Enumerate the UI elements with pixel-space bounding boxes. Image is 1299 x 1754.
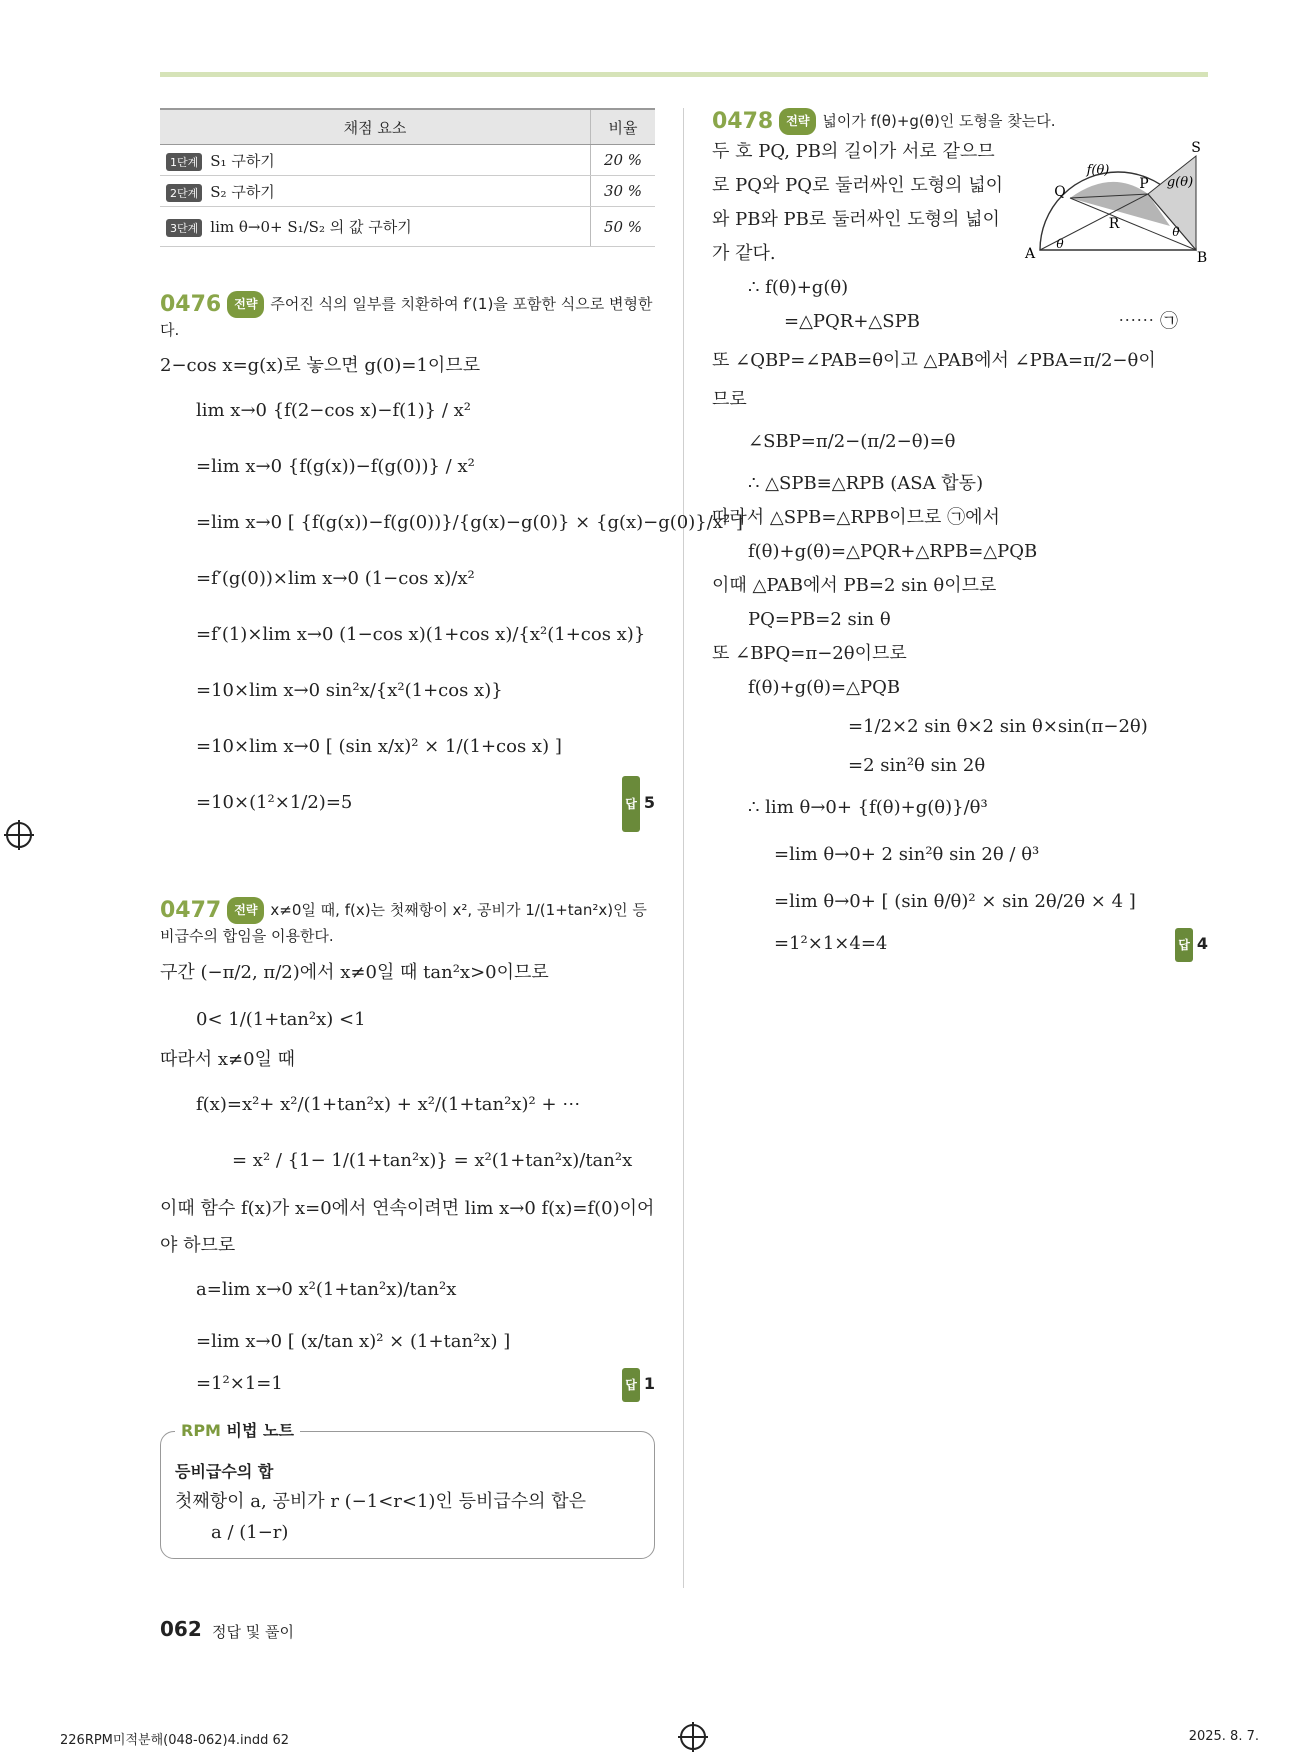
solution-line: =10×lim x→0 sin²x/{x²(1+cos x)} [196, 680, 503, 701]
solution-line: =2 sin²θ sin 2θ [848, 755, 986, 776]
answer [622, 1367, 655, 1402]
slug-date: 2025. 8. 7. [1188, 1729, 1259, 1744]
footer-label: 정답 및 풀이 [212, 1623, 294, 1641]
problem-number: 0476 [160, 292, 222, 317]
table-header-ratio: 비율 [591, 109, 656, 145]
solution-line: ∴ lim θ→0+ {f(θ)+g(θ)}/θ³ [748, 797, 988, 818]
strategy-badge: 전략 [227, 291, 264, 318]
strategy-badge: 전략 [227, 897, 264, 924]
step-badge: 3단계 [166, 219, 202, 237]
label-theta-b: θ [1172, 225, 1180, 239]
solution-line: 또 ∠BPQ=π−2θ이므로 [712, 643, 907, 664]
strategy-badge: 전략 [779, 108, 816, 135]
solution-text: =△PQR+△SPB [784, 311, 920, 332]
step-desc: S₁ 구하기 [210, 151, 275, 170]
table-row [160, 145, 655, 176]
solution-line: f(θ)+g(θ)=△PQB [748, 677, 901, 698]
solution-line: =lim x→0 {f(g(x))−f(g(0))} / x² [196, 456, 475, 477]
solution-final: =10×(1²×1/2)=5 [196, 792, 353, 813]
rpm-secret-note [160, 1421, 655, 1559]
step-desc: S₂ 구하기 [210, 182, 275, 201]
solution-line: 또 ∠QBP=∠PAB=θ이고 △PAB에서 ∠PBA=π/2−θ이 [712, 350, 1156, 371]
step-badge: 2단계 [166, 184, 202, 202]
note-text: 첫째항이 a, 공비가 r (−1<r<1)인 등비급수의 합은 [175, 1491, 587, 1512]
step-ratio: 20 % [591, 145, 656, 176]
solution-line: =lim θ→0+ 2 sin²θ sin 2θ / θ³ [774, 844, 1040, 865]
registration-mark-icon [6, 822, 32, 848]
scoring-table [160, 108, 655, 247]
label-r: R [1108, 216, 1120, 232]
label-f-theta: f(θ) [1086, 163, 1110, 178]
label-q: Q [1054, 184, 1066, 200]
label-a: A [1024, 246, 1036, 262]
solution-line: =lim x→0 [ {f(g(x))−f(g(0))}/{g(x)−g(0)} × {g(x)−g(0)}/x² ] [196, 512, 743, 533]
top-rule [160, 72, 1208, 77]
problem-0476 [160, 291, 743, 831]
solution-line: =lim θ→0+ [ (sin θ/θ)² × sin 2θ/2θ × 4 ] [774, 891, 1136, 912]
step-badge: 1단계 [166, 153, 202, 171]
answer-value: 5 [643, 793, 655, 812]
label-g-theta: g(θ) [1166, 175, 1194, 190]
answer-badge: 답 [622, 776, 640, 832]
solution-line: 므로 [712, 389, 747, 410]
solution-line: =f′(g(0))×lim x→0 (1−cos x)/x² [196, 568, 475, 589]
note-tab [175, 1418, 300, 1441]
solution-final: =1²×1=1 [196, 1373, 283, 1394]
step-desc: lim θ→0+ S₁/S₂ 의 값 구하기 [210, 218, 412, 236]
solution-line: 따라서 △SPB=△RPB이므로 ㉠에서 [712, 507, 1000, 528]
page-number: 062 [160, 1617, 202, 1641]
table-row [160, 207, 655, 247]
label-s: S [1191, 140, 1201, 156]
answer-badge: 답 [1175, 928, 1193, 962]
label-theta-a: θ [1056, 237, 1064, 251]
column-divider [683, 108, 684, 1588]
problem-number: 0478 [712, 109, 774, 134]
solution-line: ∴ f(θ)+g(θ) [748, 277, 849, 298]
solution-line: ∴ △SPB≡△RPB (ASA 합동) [748, 473, 984, 494]
solution-line [160, 1367, 655, 1401]
problem-hint: 넓이가 f(θ)+g(θ)인 도형을 찾는다. [822, 112, 1056, 130]
solution-line: 로 PQ와 PQ로 둘러싸인 도형의 넓이 [712, 175, 1003, 196]
semicircle-diagram [1020, 138, 1208, 268]
solution-line: 이때 함수 f(x)가 x=0에서 연속이려면 lim x→0 f(x)=f(0)이어 [160, 1198, 655, 1219]
solution-line: = x² / {1− 1/(1+tan²x)} = x²(1+tan²x)/tan²x [232, 1150, 633, 1171]
solution-line: 2−cos x=g(x)로 놓으면 g(0)=1이므로 [160, 355, 481, 376]
answer-value: 4 [1196, 934, 1208, 953]
solution-line: 이때 △PAB에서 PB=2 sin θ이므로 [712, 575, 997, 596]
answer-badge: 답 [622, 1368, 640, 1402]
step-ratio: 50 % [591, 207, 656, 247]
solution-line: =10×lim x→0 [ (sin x/x)² × 1/(1+cos x) ] [196, 736, 562, 757]
step-ratio: 30 % [591, 176, 656, 207]
solution-line: lim x→0 {f(2−cos x)−f(1)} / x² [196, 400, 472, 421]
answer-value: 1 [643, 1374, 655, 1393]
solution-line [160, 775, 655, 831]
intro-block [712, 135, 1012, 271]
note-title: 등비급수의 합 [175, 1462, 274, 1481]
problem-number: 0477 [160, 898, 222, 923]
table-header-element: 채점 요소 [160, 109, 591, 145]
problem-hint: 주어진 식의 일부를 치환하여 f′(1)을 포함한 식으로 변형한다. [160, 295, 653, 339]
solution-line: f(θ)+g(θ)=△PQR+△RPB=△PQB [748, 541, 1038, 562]
solution-line: 가 같다. [712, 243, 776, 264]
label-p: P [1139, 176, 1149, 192]
table-row [160, 176, 655, 207]
solution-line: ∠SBP=π/2−(π/2−θ)=θ [748, 431, 956, 452]
answer [1175, 927, 1208, 962]
solution-line: =lim x→0 [ (x/tan x)² × (1+tan²x) ] [196, 1331, 511, 1352]
solution-line: 0< 1/(1+tan²x) <1 [196, 1009, 366, 1030]
solution-line: 와 PB와 PB로 둘러싸인 도형의 넓이 [712, 209, 1000, 230]
solution-line: PQ=PB=2 sin θ [748, 609, 891, 630]
registration-mark-icon [680, 1724, 706, 1750]
note-formula: a / (1−r) [211, 1522, 289, 1543]
solution-line: 구간 (−π/2, π/2)에서 x≠0일 때 tan²x>0이므로 [160, 962, 549, 983]
marker-label: ⋯⋯ ㉠ [1118, 311, 1178, 332]
solution-line: 두 호 PQ, PB의 길이가 서로 같으므 [712, 141, 995, 162]
solution-line: f(x)=x²+ x²/(1+tan²x) + x²/(1+tan²x)² + ⋯ [196, 1094, 581, 1115]
solution-line [712, 305, 1208, 339]
problem-hint: x≠0일 때, f(x)는 첫째항이 x², 공비가 1/(1+tan²x)인 등비급수의 합임을 이용한다. [160, 901, 647, 945]
solution-line: =f′(1)×lim x→0 (1−cos x)(1+cos x)/{x²(1+cos x)} [196, 624, 646, 645]
solution-final: =1²×1×4=4 [774, 933, 888, 954]
slug-filename: 226RPM미적분해(048-062)4.indd 62 [60, 1733, 290, 1748]
label-b: B [1196, 250, 1208, 266]
solution-line [712, 927, 1208, 961]
answer [622, 775, 655, 832]
problem-0477 [160, 897, 655, 1559]
solution-line: =1/2×2 sin θ×2 sin θ×sin(π−2θ) [848, 716, 1148, 737]
note-tab-rpm: RPM [181, 1421, 221, 1440]
solution-line: a=lim x→0 x²(1+tan²x)/tan²x [196, 1279, 457, 1300]
solution-line: 따라서 x≠0일 때 [160, 1049, 296, 1070]
solution-line: 야 하므로 [160, 1235, 236, 1256]
note-tab-label: 비법 노트 [226, 1421, 294, 1440]
